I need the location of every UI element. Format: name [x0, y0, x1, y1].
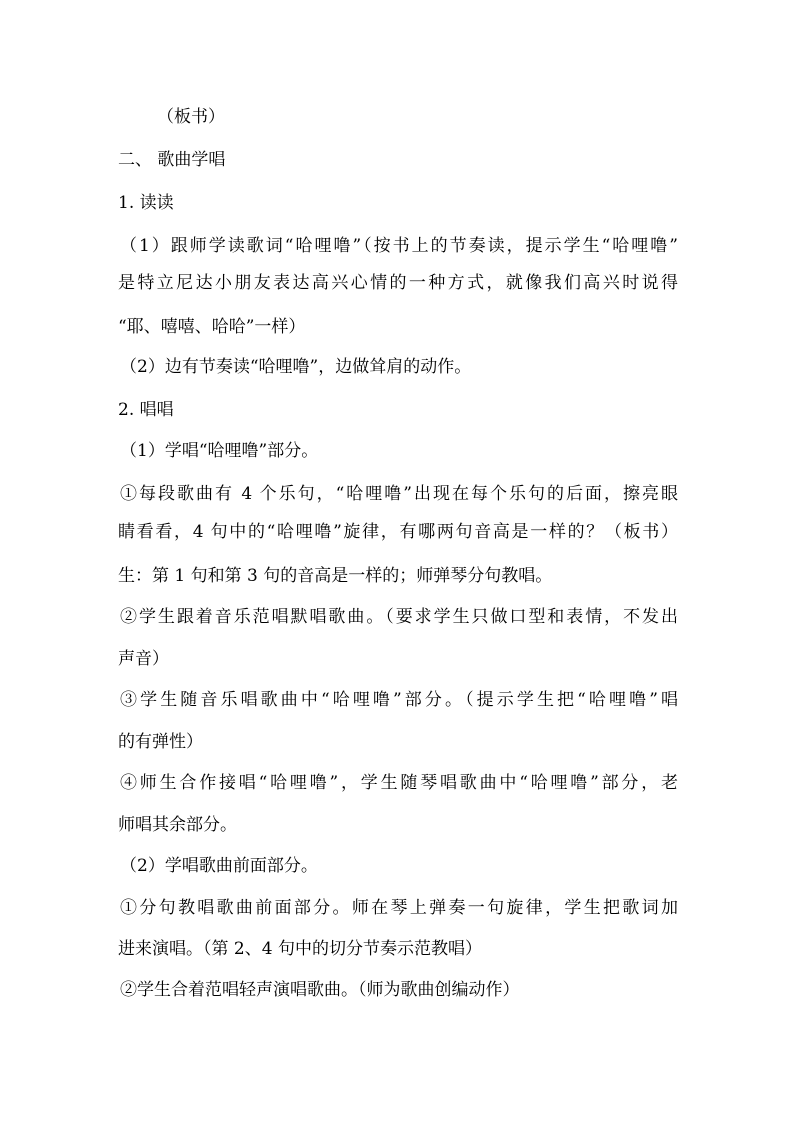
- paragraph-line: 师唱其余部分。: [118, 815, 237, 835]
- paragraph-line: “耶、嘻嘻、哈哈”一样）: [118, 317, 306, 337]
- text-line-board: （板书）: [157, 107, 225, 127]
- paragraph-line: 生：第 1 句和第 3 句的音高是一样的；师弹琴分句教唱。: [118, 566, 553, 586]
- paragraph-line: 声音）: [118, 649, 169, 669]
- paragraph-line: 的有弹性）: [118, 732, 203, 752]
- paragraph-line: （2）学唱歌曲前面部分。: [120, 856, 318, 876]
- paragraph-line: ①每段歌曲有 4 个乐句，“哈哩噜”出现在每个乐句的后面，擦亮眼: [120, 484, 678, 504]
- paragraph-line: 进来演唱。（第 2、4 句中的切分节奏示范教唱）: [118, 939, 482, 959]
- paragraph-line: ②学生合着范唱轻声演唱歌曲。（师为歌曲创编动作）: [120, 980, 520, 1000]
- subheading-sing: 2. 唱唱: [118, 400, 174, 420]
- paragraph-line: ②学生跟着音乐范唱默唱歌曲。（要求学生只做口型和表情，不发出: [120, 607, 678, 627]
- subheading-read: 1. 读读: [118, 193, 174, 213]
- section-heading-song-learning: 二、 歌曲学唱: [118, 150, 226, 170]
- paragraph-line: 睛看看，4 句中的“哈哩噜”旋律，有哪两句音高是一样的？（板书）: [118, 522, 678, 542]
- paragraph-line: ④师生合作接唱“哈哩噜”，学生随琴唱歌曲中“哈哩噜”部分，老: [120, 773, 678, 793]
- paragraph-line: ③学生随音乐唱歌曲中“哈哩噜”部分。（提示学生把“哈哩噜”唱: [120, 690, 678, 710]
- paragraph-line: ①分句教唱歌曲前面部分。师在琴上弹奏一句旋律，学生把歌词加: [120, 898, 678, 918]
- paragraph-line: （1）跟师学读歌词“哈哩噜”（按书上的节奏读，提示学生“哈哩噜”: [120, 236, 678, 256]
- paragraph-line: （1）学唱“哈哩噜”部分。: [120, 441, 319, 461]
- paragraph-line: （2）边有节奏读“哈哩噜”，边做耸肩的动作。: [120, 357, 472, 377]
- paragraph-line: 是特立尼达小朋友表达高兴心情的一种方式，就像我们高兴时说得: [118, 273, 678, 293]
